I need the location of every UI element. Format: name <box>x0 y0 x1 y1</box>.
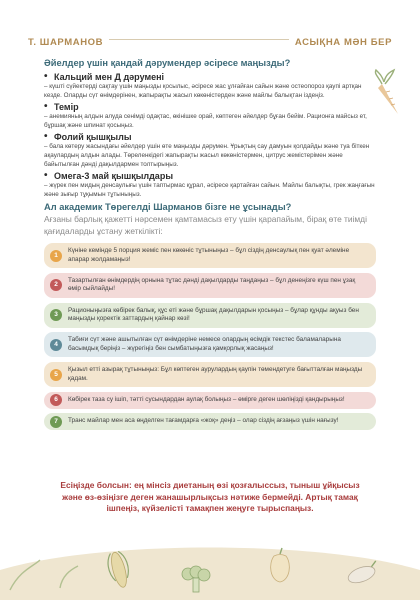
tip-number-badge: 1 <box>50 250 62 262</box>
tip-item <box>44 243 376 268</box>
vitamin-description: – жүрек пен мидың денсаулығы үшін таптырмас құрал, әсіресе қартайған сайын. Майлы балықты, грек жаңғағын және зығыр тұқымын тұтыныңыз. <box>44 182 375 198</box>
tip-item <box>44 332 376 357</box>
intro-paragraph: Ағзаны барлық қажетті нәрсемен қамтамасыз ету үшін қарапайым, бірақ өте тиімді қағидаларды ұстану жеткілікті: <box>44 214 367 236</box>
tip-text: Рационыңызға көбірек балық, құс еті және бұршақ дақылдарын қосыңыз – бұлар құнды ақуыз бен маңызды қоректік заттардың қайнар көзі! <box>68 306 359 323</box>
vitamin-description: – анемияның алдын алуда сенімді одақтас, өкінішке орай, көптеген әйелдер бұған бейім. Рационға майсыз ет, бұршақ және шпинат қосыңыз. <box>44 113 367 129</box>
tip-text: Табиғи сүт және ашытылған сүт өнімдеріне немесе олардың өсімдік текстес баламаларына басымдық беріңіз – жүрегіңіз бен сымбатыңызға қамқорлық жасаңыз! <box>68 336 341 352</box>
closing-note: Есіңізде болсын: ең мінсіз диетаның өзі қозғалыссыз, тыныш ұйқысыз және өз-өзіңізге деген жанашырлықсыз нәтиже бермейді. Артық тамақ ішпеңіз, күйзелісті тамақпен жеңуге тырыспаңыз. <box>60 480 360 514</box>
tip-item <box>44 362 376 387</box>
tip-item <box>44 273 376 298</box>
tip-text: Транс майлар мен аса өңделген тағамдарға «жоқ» деңіз – олар сіздің ағзаңыз үшін нағызу! <box>68 417 339 425</box>
tip-item <box>44 392 376 409</box>
carrot-illustration-icon <box>372 68 408 120</box>
tip-text: Көбірек таза су ішіп, тәтті сусындардан аулақ болыңыз – өмірге деген шөліңізді қандырыңыз! <box>68 395 345 403</box>
vitamin-description: – бала көтеру жасындағы әйелдер үшін өте маңызды дәрумен. Ұрықтың сау дамуын қолдайды және туа біткен ақаулардың алдын алады. Төреленкідегі жапырақты жасыл көкөністермен, цитрус жемістерімен және байытылған дәнді дақылдармен толтырыңыз. <box>44 143 370 168</box>
tip-number-badge: 6 <box>50 394 62 406</box>
vitamin-name: • Кальций мен Д дәрумені <box>44 71 376 83</box>
main-content <box>44 58 376 435</box>
tip-text: Қызыл етті азырақ тұтыныңыз: Бұл көптеген аурулардың қаупін төмендетуге бағытталған маңызды қадам. <box>68 365 363 382</box>
tip-item <box>44 303 376 328</box>
vitamin-name: • Омега-3 май қышқылдары <box>44 170 376 182</box>
tip-text: Тазартылған өнімдердің орнына тұтас дәнді дақылдарды таңдаңыз – бұл денеңізге күш пен ұзақ өмір сыйлайды! <box>68 276 356 293</box>
vitamin-item <box>44 131 376 169</box>
tip-number-badge: 7 <box>50 416 62 428</box>
header-book-title: АСЫҚНА МӘН БЕР <box>289 37 392 48</box>
tip-number-badge: 5 <box>50 369 62 381</box>
section-title: Әйелдер үшін қандай дәрумендер әсіресе маңызды? <box>44 58 291 68</box>
vitamin-description: – күшті сүйектерді сақтау үшін маңызды қосылыс, әсіресе жас ұлғайған сайын және остеопороз қаупі артқан кезде. Оларды сүт өнімдерінен, жапырақты жасыл көкөністерден және майлы балықтан іздеңіз. <box>44 83 362 99</box>
vitamin-item <box>44 170 376 199</box>
vitamin-name: • Темір <box>44 101 376 113</box>
tip-text: Күніне кемінде 5 порция жеміс пен көкөніс тұтыныңыз – бұл сіздің денсаулық пен қуат әлеміне апарар жолдамаңыз! <box>68 247 350 263</box>
vitamin-item <box>44 101 376 130</box>
section-question: Ал академик Төрегелді Шарманов бізге не ұсынады? <box>44 202 292 213</box>
tip-number-badge: 3 <box>50 309 62 321</box>
vitamin-name: • Фолий қышқылы <box>44 131 376 143</box>
tips-list <box>44 243 376 430</box>
vitamin-item <box>44 71 376 100</box>
vegetables-illustration-icon <box>0 530 420 600</box>
tip-number-badge: 4 <box>50 339 62 351</box>
tip-item <box>44 413 376 430</box>
tip-number-badge: 2 <box>50 279 62 291</box>
header-author: Т. ШАРМАНОВ <box>28 37 109 48</box>
